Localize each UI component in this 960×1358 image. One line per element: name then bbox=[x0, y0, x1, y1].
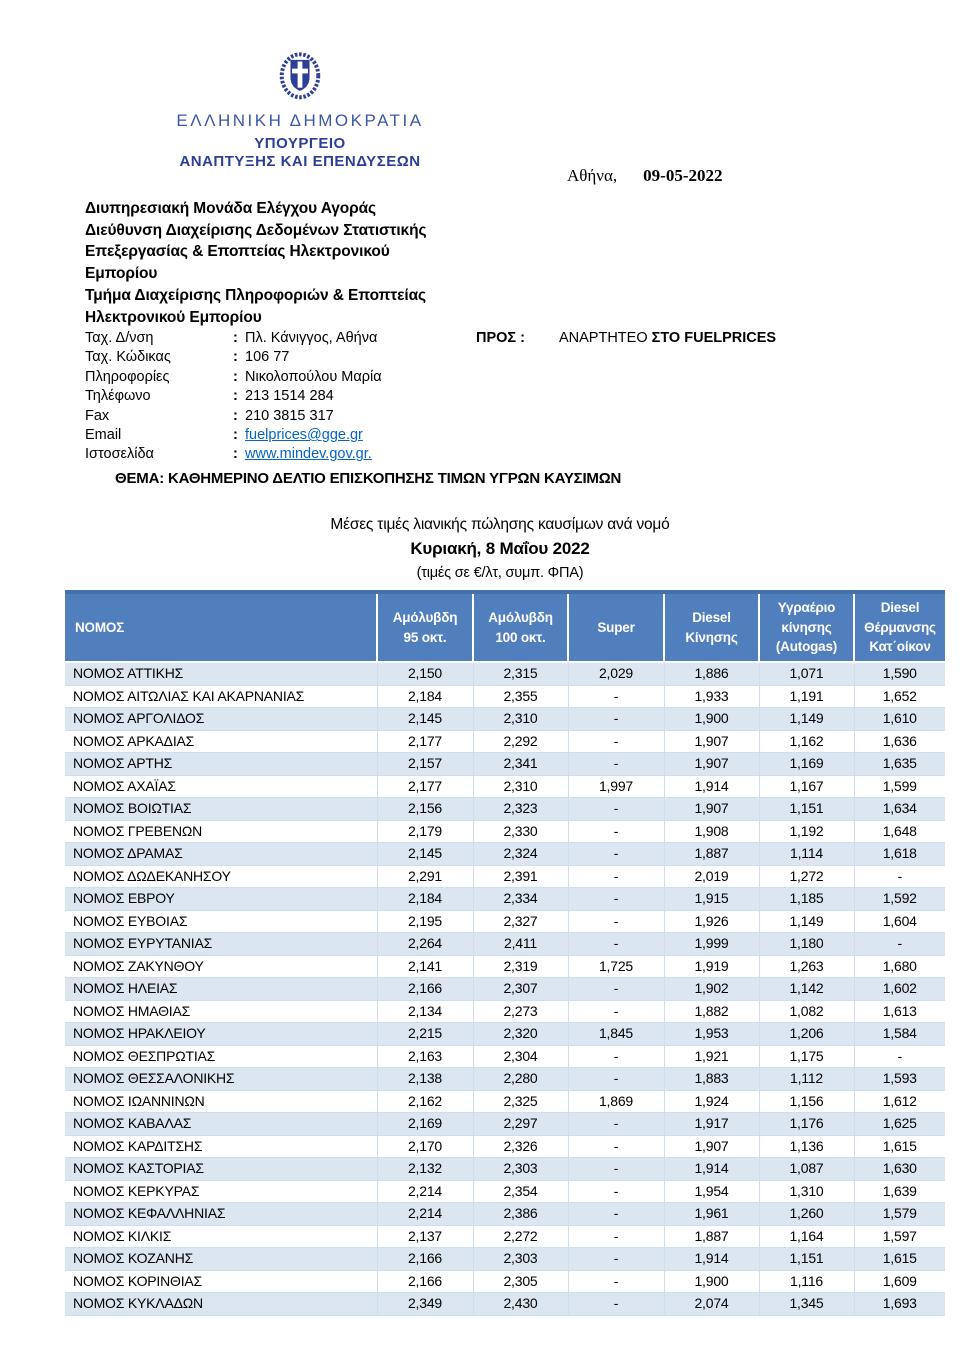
price-cell: 1,263 bbox=[759, 955, 854, 978]
price-cell: - bbox=[568, 1248, 664, 1271]
price-cell: 1,869 bbox=[568, 1090, 664, 1113]
price-cell: 1,590 bbox=[854, 662, 945, 685]
price-cell: 1,907 bbox=[664, 753, 759, 776]
price-cell: - bbox=[568, 1135, 664, 1158]
price-cell: 1,192 bbox=[759, 820, 854, 843]
prefecture-cell: ΝΟΜΟΣ ΕΥΡΥΤΑΝΙΑΣ bbox=[65, 933, 377, 956]
prefecture-cell: ΝΟΜΟΣ ΘΕΣΣΑΛΟΝΙΚΗΣ bbox=[65, 1068, 377, 1091]
price-cell: 2,170 bbox=[377, 1135, 473, 1158]
price-cell: 1,149 bbox=[759, 910, 854, 933]
price-cell: 1,635 bbox=[854, 753, 945, 776]
price-cell: 1,584 bbox=[854, 1023, 945, 1046]
table-row bbox=[65, 1045, 945, 1068]
prefecture-cell: ΝΟΜΟΣ ΕΒΡΟΥ bbox=[65, 888, 377, 911]
column-header: Αμόλυβδη 100 οκτ. bbox=[473, 592, 568, 662]
prefecture-cell: ΝΟΜΟΣ ΑΙΤΩΛΙΑΣ ΚΑΙ ΑΚΑΡΝΑΝΙΑΣ bbox=[65, 685, 377, 708]
price-cell: 1,206 bbox=[759, 1023, 854, 1046]
prefecture-cell: ΝΟΜΟΣ ΗΡΑΚΛΕΙΟΥ bbox=[65, 1023, 377, 1046]
price-cell: 1,845 bbox=[568, 1023, 664, 1046]
price-cell: 1,915 bbox=[664, 888, 759, 911]
price-cell: 2,272 bbox=[473, 1225, 568, 1248]
column-header: ΝΟΜΟΣ bbox=[65, 592, 377, 662]
price-cell: 2,264 bbox=[377, 933, 473, 956]
price-cell: - bbox=[568, 1158, 664, 1181]
prefecture-cell: ΝΟΜΟΣ ΑΡΚΑΔΙΑΣ bbox=[65, 730, 377, 753]
price-cell: 2,156 bbox=[377, 798, 473, 821]
price-cell: 1,593 bbox=[854, 1068, 945, 1091]
price-cell: 1,615 bbox=[854, 1248, 945, 1271]
price-cell: 2,330 bbox=[473, 820, 568, 843]
table-titles bbox=[40, 516, 960, 581]
table-row bbox=[65, 1000, 945, 1023]
contact-row bbox=[85, 329, 465, 348]
price-cell: - bbox=[568, 843, 664, 866]
table-row bbox=[65, 865, 945, 888]
price-cell: 1,151 bbox=[759, 798, 854, 821]
price-cell: 1,167 bbox=[759, 775, 854, 798]
contact-row bbox=[85, 445, 465, 464]
table-row bbox=[65, 730, 945, 753]
prefecture-cell: ΝΟΜΟΣ ΚΑΡΔΙΤΣΗΣ bbox=[65, 1135, 377, 1158]
prefecture-cell: ΝΟΜΟΣ ΚΑΣΤΟΡΙΑΣ bbox=[65, 1158, 377, 1181]
prefecture-cell: ΝΟΜΟΣ ΚΑΒΑΛΑΣ bbox=[65, 1113, 377, 1136]
price-cell: 1,921 bbox=[664, 1045, 759, 1068]
table-row bbox=[65, 1270, 945, 1293]
price-cell: 1,185 bbox=[759, 888, 854, 911]
price-cell: 2,137 bbox=[377, 1225, 473, 1248]
prefecture-cell: ΝΟΜΟΣ ΖΑΚΥΝΘΟΥ bbox=[65, 955, 377, 978]
column-header: Υγραέριο κίνησης (Autogas) bbox=[759, 592, 854, 662]
price-cell: 1,579 bbox=[854, 1203, 945, 1226]
column-header: Αμόλυβδη 95 οκτ. bbox=[377, 592, 473, 662]
prefecture-cell: ΝΟΜΟΣ ΑΡΤΗΣ bbox=[65, 753, 377, 776]
price-cell: - bbox=[854, 933, 945, 956]
price-cell: 1,630 bbox=[854, 1158, 945, 1181]
table-row bbox=[65, 1293, 945, 1316]
table-row bbox=[65, 1203, 945, 1226]
table-row bbox=[65, 753, 945, 776]
price-cell: - bbox=[854, 865, 945, 888]
department-line: Τμήμα Διαχείρισης Πληροφοριών & Εποπτείας bbox=[85, 286, 426, 304]
table-row bbox=[65, 685, 945, 708]
price-cell: 1,882 bbox=[664, 1000, 759, 1023]
price-cell: 1,599 bbox=[854, 775, 945, 798]
contact-label: Email bbox=[85, 427, 122, 444]
price-cell: - bbox=[568, 1270, 664, 1293]
price-cell: 2,307 bbox=[473, 978, 568, 1001]
ministry-line1: ΥΠΟΥΡΓΕΙΟ bbox=[254, 135, 346, 152]
contact-row bbox=[85, 387, 465, 406]
prefecture-cell: ΝΟΜΟΣ ΑΡΓΟΛΙΔΟΣ bbox=[65, 708, 377, 731]
contact-value: 106 77 bbox=[245, 349, 290, 366]
price-cell: - bbox=[568, 888, 664, 911]
price-cell: 2,326 bbox=[473, 1135, 568, 1158]
price-cell: 1,924 bbox=[664, 1090, 759, 1113]
price-cell: 1,954 bbox=[664, 1180, 759, 1203]
price-cell: - bbox=[568, 798, 664, 821]
document-date: 09-05-2022 bbox=[643, 166, 723, 185]
price-cell: 2,273 bbox=[473, 1000, 568, 1023]
price-cell: 2,019 bbox=[664, 865, 759, 888]
price-cell: 2,162 bbox=[377, 1090, 473, 1113]
contact-label: Πληροφορίες bbox=[85, 368, 170, 385]
price-cell: 1,180 bbox=[759, 933, 854, 956]
price-cell: 2,177 bbox=[377, 730, 473, 753]
department-line: Εμπορίου bbox=[85, 265, 158, 283]
table-row bbox=[65, 978, 945, 1001]
table-row bbox=[65, 888, 945, 911]
price-cell: 1,639 bbox=[854, 1180, 945, 1203]
contact-value: Νικολοπούλου Μαρία bbox=[245, 368, 382, 385]
price-cell: 2,341 bbox=[473, 753, 568, 776]
price-cell: 2,215 bbox=[377, 1023, 473, 1046]
price-cell: 2,157 bbox=[377, 753, 473, 776]
price-cell: 2,430 bbox=[473, 1293, 568, 1316]
table-row bbox=[65, 775, 945, 798]
price-cell: 1,902 bbox=[664, 978, 759, 1001]
price-cell: 2,386 bbox=[473, 1203, 568, 1226]
table-row bbox=[65, 1225, 945, 1248]
price-cell: - bbox=[568, 1113, 664, 1136]
price-cell: 2,166 bbox=[377, 1270, 473, 1293]
price-cell: - bbox=[568, 1068, 664, 1091]
price-cell: 1,625 bbox=[854, 1113, 945, 1136]
price-cell: 1,609 bbox=[854, 1270, 945, 1293]
contact-colon: : bbox=[233, 446, 238, 463]
price-cell: 1,680 bbox=[854, 955, 945, 978]
price-cell: 1,260 bbox=[759, 1203, 854, 1226]
price-cell: 1,082 bbox=[759, 1000, 854, 1023]
price-cell: 2,280 bbox=[473, 1068, 568, 1091]
price-cell: 1,908 bbox=[664, 820, 759, 843]
prefecture-cell: ΝΟΜΟΣ ΗΜΑΘΙΑΣ bbox=[65, 1000, 377, 1023]
contact-colon: : bbox=[233, 368, 238, 385]
table-row bbox=[65, 843, 945, 866]
contact-value: 210 3815 317 bbox=[245, 407, 334, 424]
price-cell: 1,907 bbox=[664, 798, 759, 821]
price-cell: 1,961 bbox=[664, 1203, 759, 1226]
contact-colon: : bbox=[233, 427, 238, 444]
price-cell: - bbox=[568, 933, 664, 956]
price-cell: 2,325 bbox=[473, 1090, 568, 1113]
price-cell: 2,166 bbox=[377, 1248, 473, 1271]
price-cell: 2,310 bbox=[473, 708, 568, 731]
price-cell: 1,613 bbox=[854, 1000, 945, 1023]
dateline bbox=[567, 166, 722, 186]
fuel-prices-table bbox=[65, 590, 945, 1316]
price-cell: 1,907 bbox=[664, 730, 759, 753]
price-cell: 2,214 bbox=[377, 1180, 473, 1203]
price-cell: 2,134 bbox=[377, 1000, 473, 1023]
price-cell: 1,648 bbox=[854, 820, 945, 843]
table-row bbox=[65, 910, 945, 933]
price-cell: - bbox=[568, 978, 664, 1001]
contact-label: Ταχ. Δ/νση bbox=[85, 330, 154, 346]
price-cell: 1,592 bbox=[854, 888, 945, 911]
price-cell: 1,612 bbox=[854, 1090, 945, 1113]
prefecture-cell: ΝΟΜΟΣ ΚΕΡΚΥΡΑΣ bbox=[65, 1180, 377, 1203]
prefecture-cell: ΝΟΜΟΣ ΕΥΒΟΙΑΣ bbox=[65, 910, 377, 933]
prefecture-cell: ΝΟΜΟΣ ΙΩΑΝΝΙΝΩΝ bbox=[65, 1090, 377, 1113]
price-cell: 2,327 bbox=[473, 910, 568, 933]
table-row bbox=[65, 1068, 945, 1091]
department-line: Διεύθυνση Διαχείρισης Δεδομένων Στατιστικής bbox=[85, 221, 427, 239]
price-cell: 2,177 bbox=[377, 775, 473, 798]
table-row bbox=[65, 1113, 945, 1136]
price-cell: 1,151 bbox=[759, 1248, 854, 1271]
price-cell: - bbox=[568, 730, 664, 753]
prefecture-cell: ΝΟΜΟΣ ΘΕΣΠΡΩΤΙΑΣ bbox=[65, 1045, 377, 1068]
prefecture-cell: ΝΟΜΟΣ ΑΧΑΪΑΣ bbox=[65, 775, 377, 798]
department-line: Διυπηρεσιακή Μονάδα Ελέγχου Αγοράς bbox=[85, 200, 377, 217]
price-cell: 1,933 bbox=[664, 685, 759, 708]
table-row bbox=[65, 708, 945, 731]
table-row bbox=[65, 820, 945, 843]
price-cell: - bbox=[568, 910, 664, 933]
department-line: Ηλεκτρονικού Εμπορίου bbox=[85, 308, 262, 326]
table-row bbox=[65, 1135, 945, 1158]
price-cell: 1,164 bbox=[759, 1225, 854, 1248]
table-row bbox=[65, 933, 945, 956]
price-cell: 1,345 bbox=[759, 1293, 854, 1316]
price-cell: 1,112 bbox=[759, 1068, 854, 1091]
table-date: Κυριακή, 8 Μαΐου 2022 bbox=[410, 539, 590, 558]
price-cell: 1,597 bbox=[854, 1225, 945, 1248]
contact-link[interactable]: fuelprices@gge.gr bbox=[245, 427, 363, 444]
price-cell: 2,184 bbox=[377, 685, 473, 708]
price-cell: 1,162 bbox=[759, 730, 854, 753]
contact-row bbox=[85, 348, 465, 367]
price-cell: 1,176 bbox=[759, 1113, 854, 1136]
price-cell: 2,292 bbox=[473, 730, 568, 753]
price-cell: 1,149 bbox=[759, 708, 854, 731]
contact-label: Τηλέφωνο bbox=[85, 388, 151, 405]
price-cell: 2,214 bbox=[377, 1203, 473, 1226]
price-cell: 2,310 bbox=[473, 775, 568, 798]
price-cell: 1,914 bbox=[664, 1248, 759, 1271]
recipient-label: ΠΡΟΣ : bbox=[476, 330, 525, 346]
price-cell: 2,029 bbox=[568, 662, 664, 685]
price-cell: 2,184 bbox=[377, 888, 473, 911]
column-header: Diesel Θέρμανσης Κατ΄οίκον bbox=[854, 592, 945, 662]
price-cell: 1,997 bbox=[568, 775, 664, 798]
ministry-line2: ΑΝΑΠΤΥΞΗΣ ΚΑΙ ΕΠΕΝΔΥΣΕΩΝ bbox=[179, 153, 421, 170]
price-cell: 1,636 bbox=[854, 730, 945, 753]
price-cell: 2,179 bbox=[377, 820, 473, 843]
table-units-note: (τιμές σε €/λτ, συμπ. ΦΠΑ) bbox=[416, 565, 584, 581]
price-cell: 1,999 bbox=[664, 933, 759, 956]
price-cell: 2,195 bbox=[377, 910, 473, 933]
price-cell: 2,141 bbox=[377, 955, 473, 978]
price-cell: 1,883 bbox=[664, 1068, 759, 1091]
recipient-value-bold: ΣΤΟ FUELPRICES bbox=[651, 330, 777, 346]
price-cell: 1,887 bbox=[664, 1225, 759, 1248]
price-cell: 1,114 bbox=[759, 843, 854, 866]
price-cell: 1,610 bbox=[854, 708, 945, 731]
contact-row bbox=[85, 407, 465, 426]
contact-colon: : bbox=[233, 407, 238, 424]
price-cell: 1,886 bbox=[664, 662, 759, 685]
price-cell: - bbox=[568, 685, 664, 708]
price-cell: 1,602 bbox=[854, 978, 945, 1001]
price-cell: 1,615 bbox=[854, 1135, 945, 1158]
price-cell: 2,169 bbox=[377, 1113, 473, 1136]
contact-colon: : bbox=[233, 388, 238, 405]
prefecture-cell: ΝΟΜΟΣ ΚΟΖΑΝΗΣ bbox=[65, 1248, 377, 1271]
prefecture-cell: ΝΟΜΟΣ ΔΡΑΜΑΣ bbox=[65, 843, 377, 866]
price-cell: - bbox=[568, 1203, 664, 1226]
republic-title: ΕΛΛΗΝΙΚΗ ΔΗΜΟΚΡΑΤΙΑ bbox=[176, 111, 424, 130]
price-cell: 1,953 bbox=[664, 1023, 759, 1046]
price-cell: 2,391 bbox=[473, 865, 568, 888]
price-cell: 2,150 bbox=[377, 662, 473, 685]
price-cell: - bbox=[568, 865, 664, 888]
price-cell: 2,145 bbox=[377, 708, 473, 731]
prefecture-cell: ΝΟΜΟΣ ΒΟΙΩΤΙΑΣ bbox=[65, 798, 377, 821]
contact-row bbox=[85, 368, 465, 387]
prefecture-cell: ΝΟΜΟΣ ΗΛΕΙΑΣ bbox=[65, 978, 377, 1001]
price-cell: 2,304 bbox=[473, 1045, 568, 1068]
prefecture-cell: ΝΟΜΟΣ ΔΩΔΕΚΑΝΗΣΟΥ bbox=[65, 865, 377, 888]
contact-block bbox=[85, 329, 465, 465]
contact-link[interactable]: www.mindev.gov.gr. bbox=[245, 446, 372, 463]
table-title: Μέσες τιμές λιανικής πώλησης καυσίμων ανά νομό bbox=[330, 516, 670, 533]
price-cell: 1,926 bbox=[664, 910, 759, 933]
price-cell: 1,071 bbox=[759, 662, 854, 685]
contact-colon: : bbox=[233, 349, 238, 366]
price-cell: 2,166 bbox=[377, 978, 473, 1001]
price-cell: 1,914 bbox=[664, 775, 759, 798]
price-cell: 1,900 bbox=[664, 1270, 759, 1293]
price-cell: 1,142 bbox=[759, 978, 854, 1001]
price-cell: 1,919 bbox=[664, 955, 759, 978]
price-cell: 2,349 bbox=[377, 1293, 473, 1316]
price-cell: - bbox=[568, 753, 664, 776]
prefecture-cell: ΝΟΜΟΣ ΑΤΤΙΚΗΣ bbox=[65, 662, 377, 685]
price-cell: 1,652 bbox=[854, 685, 945, 708]
table-row bbox=[65, 955, 945, 978]
prefecture-cell: ΝΟΜΟΣ ΚΟΡΙΝΘΙΑΣ bbox=[65, 1270, 377, 1293]
table-body bbox=[65, 662, 945, 1315]
contact-row bbox=[85, 426, 465, 445]
price-cell: 2,132 bbox=[377, 1158, 473, 1181]
contact-label: Ταχ. Κώδικας bbox=[85, 349, 171, 366]
recipient-value: ΑΝΑΡΤΗΤΕΟ bbox=[558, 330, 652, 346]
table-header-row bbox=[65, 592, 945, 662]
column-header: Super bbox=[568, 592, 664, 662]
price-cell: - bbox=[568, 1293, 664, 1316]
price-cell: 2,303 bbox=[473, 1158, 568, 1181]
price-cell: - bbox=[568, 820, 664, 843]
table-row bbox=[65, 1090, 945, 1113]
price-cell: 2,305 bbox=[473, 1270, 568, 1293]
price-cell: 2,411 bbox=[473, 933, 568, 956]
department-line: Επεξεργασίας & Εποπτείας Ηλεκτρονικού bbox=[85, 243, 390, 261]
prefecture-cell: ΝΟΜΟΣ ΚΥΚΛΑΔΩΝ bbox=[65, 1293, 377, 1316]
table-row bbox=[65, 798, 945, 821]
price-cell: 1,618 bbox=[854, 843, 945, 866]
table-row bbox=[65, 1158, 945, 1181]
price-cell: 2,323 bbox=[473, 798, 568, 821]
price-cell: 2,163 bbox=[377, 1045, 473, 1068]
greek-coat-of-arms-icon bbox=[276, 48, 324, 102]
price-cell: 1,310 bbox=[759, 1180, 854, 1203]
price-cell: 1,604 bbox=[854, 910, 945, 933]
price-cell: 1,116 bbox=[759, 1270, 854, 1293]
city-label: Αθήνα, bbox=[567, 166, 618, 185]
price-cell: - bbox=[854, 1045, 945, 1068]
price-cell: 1,087 bbox=[759, 1158, 854, 1181]
price-cell: 2,355 bbox=[473, 685, 568, 708]
price-cell: 1,272 bbox=[759, 865, 854, 888]
price-cell: 1,175 bbox=[759, 1045, 854, 1068]
price-cell: 1,887 bbox=[664, 843, 759, 866]
masthead bbox=[0, 48, 600, 170]
price-cell: 2,145 bbox=[377, 843, 473, 866]
contact-colon: : bbox=[233, 330, 238, 346]
price-cell: 1,725 bbox=[568, 955, 664, 978]
contact-label: Ιστοσελίδα bbox=[85, 446, 154, 463]
price-cell: 1,156 bbox=[759, 1090, 854, 1113]
price-cell: 1,907 bbox=[664, 1135, 759, 1158]
price-cell: 1,169 bbox=[759, 753, 854, 776]
price-cell: 2,303 bbox=[473, 1248, 568, 1271]
price-cell: 1,914 bbox=[664, 1158, 759, 1181]
price-cell: - bbox=[568, 1045, 664, 1068]
price-cell: - bbox=[568, 708, 664, 731]
price-cell: 2,291 bbox=[377, 865, 473, 888]
price-cell: 2,297 bbox=[473, 1113, 568, 1136]
price-cell: 1,191 bbox=[759, 685, 854, 708]
contact-value: Πλ. Κάνιγγος, Αθήνα bbox=[245, 330, 378, 346]
price-cell: 2,334 bbox=[473, 888, 568, 911]
contact-label: Fax bbox=[85, 407, 110, 424]
price-cell: 1,917 bbox=[664, 1113, 759, 1136]
price-cell: 1,900 bbox=[664, 708, 759, 731]
prefecture-cell: ΝΟΜΟΣ ΚΙΛΚΙΣ bbox=[65, 1225, 377, 1248]
price-cell: 2,074 bbox=[664, 1293, 759, 1316]
price-cell: - bbox=[568, 1180, 664, 1203]
table-row bbox=[65, 1023, 945, 1046]
column-header: Diesel Κίνησης bbox=[664, 592, 759, 662]
recipient-line bbox=[476, 330, 776, 346]
table-row bbox=[65, 662, 945, 685]
table-header bbox=[65, 592, 945, 662]
price-cell: 2,354 bbox=[473, 1180, 568, 1203]
price-cell: 2,319 bbox=[473, 955, 568, 978]
subject-line: ΘΕΜΑ: ΚΑΘΗΜΕΡΙΝΟ ΔΕΛΤΙΟ ΕΠΙΣΚΟΠΗΣΗΣ ΤΙΜΩΝ ΥΓΡΩΝ ΚΑΥΣΙΜΩΝ bbox=[115, 470, 622, 487]
prefecture-cell: ΝΟΜΟΣ ΚΕΦΑΛΛΗΝΙΑΣ bbox=[65, 1203, 377, 1226]
price-cell: 1,634 bbox=[854, 798, 945, 821]
prefecture-cell: ΝΟΜΟΣ ΓΡΕΒΕΝΩΝ bbox=[65, 820, 377, 843]
table-row bbox=[65, 1180, 945, 1203]
contact-value: 213 1514 284 bbox=[245, 388, 334, 405]
price-cell: 2,138 bbox=[377, 1068, 473, 1091]
price-cell: 1,693 bbox=[854, 1293, 945, 1316]
table-row bbox=[65, 1248, 945, 1271]
price-cell: 2,315 bbox=[473, 662, 568, 685]
department-block bbox=[85, 198, 525, 328]
price-cell: - bbox=[568, 1000, 664, 1023]
price-cell: 1,136 bbox=[759, 1135, 854, 1158]
price-cell: 2,324 bbox=[473, 843, 568, 866]
price-cell: 2,320 bbox=[473, 1023, 568, 1046]
price-cell: - bbox=[568, 1225, 664, 1248]
